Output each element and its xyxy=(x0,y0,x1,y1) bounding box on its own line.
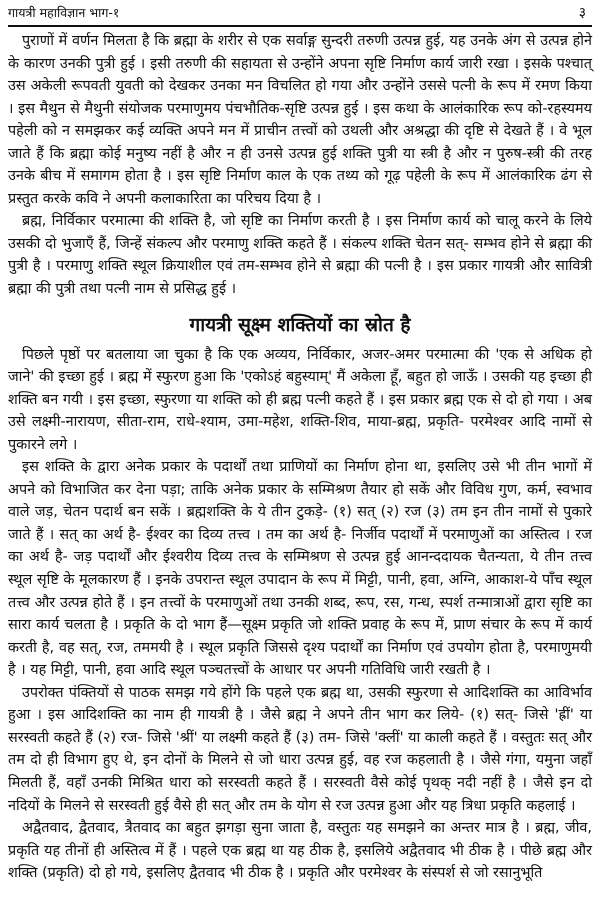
running-head xyxy=(8,4,592,22)
paragraph: पिछले पृष्ठों पर बतलाया जा चुका है कि एक अव्यय, निर्विकार, अजर-अमर परमात्मा की 'एक से अधिक हो जाने' की इच्छा हुई । ब्रह्म में स्फुरण हुआ कि 'एकोऽहं बहुस्याम्' मैं अकेला हूँ, बहुत हो जाऊँ । उसकी यह इच्छा ही शक्ति बन गयी । इस इच्छा, स्फुरणा या शक्ति को ही ब्रह्म पत्नी कहते हैं । इस प्रकार ब्रह्म एक से दो हो गया । अब उसे लक्ष्मी-नारायण, सीता-राम, राधे-श्याम, उमा-महेश, शक्ति-शिव, माया-ब्रह्म, प्रकृति- परमेश्वर आदि नामों से पुकारने लगे । xyxy=(8,346,592,453)
page-number: ३ xyxy=(578,5,586,21)
paragraph: उपरोक्त पंक्तियों से पाठक समझ गये होंगे कि पहले एक ब्रह्म था, उसकी स्फुरणा से आदिशक्ति का आविर्भाव हुआ । इस आदिशक्ति का नाम ही गायत्री है । जैसे ब्रह्म ने अपने तीन भाग कर लिये- (१) सत्- जिसे 'ह्रीं' या सरस्वती कहते हैं (२) रज- जिसे 'श्रीं' या लक्ष्मी कहते हैं (३) तम- जिसे 'क्लीं' या काली कहते हैं । वस्तुतः सत् और तम दो ही विभाग हुए थे, इन दोनों के मिलने से जो धारा उत्पन्न हुई, वह रज कहलाती है । जैसे गंगा, यमुना जहाँ मिलती हैं, वहाँ उनकी मिश्रित धारा को सरस्वती कहते हैं । सरस्वती वैसे कोई पृथक् नदी नहीं है । जैसे इन दो नदियों के मिलने से सरस्वती हुई वैसे ही सत् और तम के योग से रज उत्पन्न हुआ और यह त्रिधा प्रकृति कहलाई । xyxy=(8,684,592,814)
paragraph: पुराणों में वर्णन मिलता है कि ब्रह्मा के शरीर से एक सर्वाङ्ग सुन्दरी तरुणी उत्पन्न हुई, यह उनके अंग से उत्पन्न होने के कारण उनकी पुत्री हुई । इसी तरुणी की सहायता से उन्होंने अपना सृष्टि निर्माण कार्य जारी रखा । इसके पश्चात् उस अकेली रूपवती युवती को देखकर उनका मन विचलित हो गया और उन्होंने उससे पत्नी के रूप में रमण किया । इस मैथुन से मैथुनी संयोजक परमाणुमय पंचभौतिक-सृष्टि उत्पन्न हुई । इस कथा के आलंकारिक रूप को-रहस्यमय पहेली को न समझकर कई व्यक्ति अपने मन में प्राचीन तत्त्वों को उथली और अश्रद्धा की दृष्टि से देखते हैं । वे भूल जाते हैं कि ब्रह्मा कोई मनुष्य नहीं है और न ही उनसे उत्पन्न हुई शक्ति पुत्री या स्त्री है और न पुरुष-स्त्री की तरह उनके बीच में समागम होता है । इस सृष्टि निर्माण काल के एक तथ्य को गूढ़ पहेली के रूप में आलंकारिक ढंग से प्रस्तुत करके कवि ने अपनी कलाकारिता का परिचय दिया है । xyxy=(8,33,592,207)
paragraph: इस शक्ति के द्वारा अनेक प्रकार के पदार्थों तथा प्राणियों का निर्माण होना था, इसलिए उसे भी तीन भागों में अपने को विभाजित कर देना पड़ा; ताकि अनेक प्रकार के सम्मिश्रण तैयार हो सकें और विविध गुण, कर्म, स्वभाव वाले जड़, चेतन पदार्थ बन सकें । ब्रह्मशक्ति के ये तीन टुकड़े- (१) सत् (२) रज (३) तम इन तीन नामों से पुकारे जाते हैं । सत् का अर्थ है- ईश्वर का दिव्य तत्त्व । तम का अर्थ है- निर्जीव पदार्थों में परमाणुओं का अस्तित्व । रज का अर्थ है- जड़ पदार्थों और ईश्वरीय दिव्य तत्त्व के सम्मिश्रण से उत्पन्न हुई आनन्ददायक चैतन्यता, ये तीन तत्त्व स्थूल सृष्टि के मूलकारण हैं । इनके उपरान्त स्थूल उपादान के रूप में मिट्टी, पानी, हवा, अग्नि, आकाश-ये पाँच स्थूल तत्त्व और उत्पन्न होते हैं । इन तत्त्वों के परमाणुओं तथा उनकी शब्द, रूप, रस, गन्ध, स्पर्श तन्मात्राओं द्वारा सृष्टि का सारा कार्य चलता है । प्रकृति के दो भाग हैं—सूक्ष्म प्रकृति जो शक्ति प्रवाह के रूप में, प्राण संचार के रूप में कार्य करती है, वह सत्, रज, तममयी है । स्थूल प्रकृति जिससे दृश्य पदार्थों का निर्माण एवं उपयोग होता है, परमाणुमयी है । यह मिट्टी, पानी, हवा आदि स्थूल पञ्चतत्त्वों के आधार पर अपनी गतिविधि जारी रखती है । xyxy=(8,459,592,679)
header-rule xyxy=(8,25,592,27)
paragraph: ब्रह्म, निर्विकार परमात्मा की शक्ति है, जो सृष्टि का निर्माण करती है । इस निर्माण कार्य को चालू करने के लिये उसकी दो भुजाएँ हैं, जिन्हें संकल्प और परमाणु शक्ति कहते हैं । संकल्प शक्ति चेतन सत्- सम्भव होने से ब्रह्मा की पुत्री है । परमाणु शक्ति स्थूल क्रियाशील एवं तम-सम्भव होने से ब्रह्मा की पत्नी है । इस प्रकार गायत्री और सावित्री ब्रह्मा की पुत्री तथा पत्नी नाम से प्रसिद्ध हुई । xyxy=(8,213,592,298)
paragraph: अद्वैतवाद, द्वैतवाद, त्रैतवाद का बहुत झगड़ा सुना जाता है, वस्तुतः यह समझने का अन्तर मात्र है । ब्रह्म, जीव, प्रकृति यह तीनों ही अस्तित्व में हैं । पहले एक ब्रह्म था यह ठीक है, इसलिये अद्वैतवाद भी ठीक है । पीछे ब्रह्म और शक्ति (प्रकृति) दो हो गये, इसलिए द्वैतवाद भी ठीक है । प्रकृति और परमेश्वर के संस्पर्श से जो रसानुभूति xyxy=(8,820,592,882)
body-text xyxy=(8,30,592,885)
section-heading: गायत्री सूक्ष्म शक्तियों का स्रोत है xyxy=(189,313,411,336)
book-title: गायत्री महाविज्ञान भाग-१ xyxy=(8,5,120,20)
